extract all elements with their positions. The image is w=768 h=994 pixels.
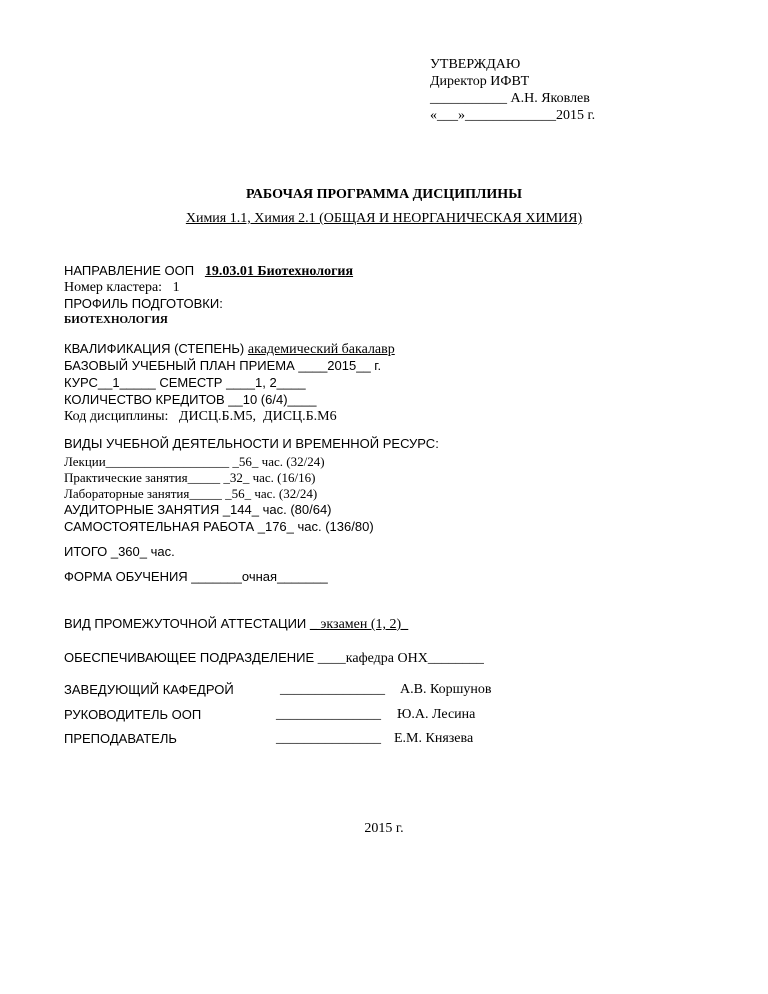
attestation-row [64,617,408,632]
cluster-number: Номер кластера: 1 [64,280,180,295]
department-row [64,651,484,666]
total-hours: ИТОГО _360_ час. [64,544,175,559]
approval-date: «___»_____________2015 г. [430,108,596,123]
signature-name: Ю.А. Лесина [397,707,476,722]
document-title: РАБОЧАЯ ПРОГРАММА ДИСЦИПЛИНЫ [246,187,522,202]
study-plan: БАЗОВЫЙ УЧЕБНЫЙ ПЛАН ПРИЕМА ____2015__ г. [64,358,382,373]
department-value: ____кафедра ОНХ________ [317,651,484,666]
department-label: ОБЕСПЕЧИВАЮЩЕЕ ПОДРАЗДЕЛЕНИЕ [64,650,315,665]
signature-role: РУКОВОДИТЕЛЬ ООП [64,707,202,722]
attestation-label: ВИД ПРОМЕЖУТОЧНОЙ АТТЕСТАЦИИ [64,616,307,631]
direction-value: 19.03.01 Биотехнология [204,264,354,279]
course-semester: КУРС__1_____ СЕМЕСТР ____1, 2____ [64,375,306,390]
direction-label: НАПРАВЛЕНИЕ ООП [64,263,195,278]
credits: КОЛИЧЕСТВО КРЕДИТОВ __10 (6/4)____ [64,392,317,407]
self-study-hours: САМОСТОЯТЕЛЬНАЯ РАБОТА _176_ час. (136/80) [64,519,374,534]
approval-title: УТВЕРЖДАЮ [430,57,521,72]
signature-role: ПРЕПОДАВАТЕЛЬ [64,731,177,746]
practice-hours: Практические занятия_____ _32_ час. (16/16) [64,470,316,485]
discipline-code: Код дисциплины: ДИСЦ.Б.М5, ДИСЦ.Б.М6 [64,409,337,424]
approval-position: Директор ИФВТ [430,74,530,89]
study-form: ФОРМА ОБУЧЕНИЯ _______очная_______ [64,569,328,584]
signature-name: Е.М. Князева [394,731,474,746]
activities-heading: ВИДЫ УЧЕБНОЙ ДЕЯТЕЛЬНОСТИ И ВРЕМЕННОЙ РЕСУРС: [64,436,439,451]
signature-line: _______________ [276,707,381,722]
lectures-hours: Лекции___________________ _56_ час. (32/24) [64,454,325,469]
classroom-hours: АУДИТОРНЫЕ ЗАНЯТИЯ _144_ час. (80/64) [64,502,332,517]
footer-year: 2015 г. [364,821,404,836]
qualification-value: академический бакалавр [247,342,395,357]
attestation-value: _ экзамен (1, 2)_ [309,617,409,632]
signature-name: А.В. Коршунов [400,682,492,697]
profile-value: БИОТЕХНОЛОГИЯ [64,314,168,326]
profile-label: ПРОФИЛЬ ПОДГОТОВКИ: [64,296,223,311]
approval-signature: ___________ А.Н. Яковлев [430,91,590,106]
qualification-row [64,342,395,357]
signature-line: _______________ [276,731,381,746]
direction-row [64,264,353,279]
signature-line: _______________ [280,682,385,697]
qualification-label: КВАЛИФИКАЦИЯ (СТЕПЕНЬ) [64,341,245,356]
signature-role: ЗАВЕДУЮЩИЙ КАФЕДРОЙ [64,682,234,697]
discipline-name: Химия 1.1, Химия 2.1 (ОБЩАЯ И НЕОРГАНИЧЕСКАЯ ХИМИЯ) [185,211,583,226]
lab-hours: Лабораторные занятия_____ _56_ час. (32/24) [64,486,318,501]
